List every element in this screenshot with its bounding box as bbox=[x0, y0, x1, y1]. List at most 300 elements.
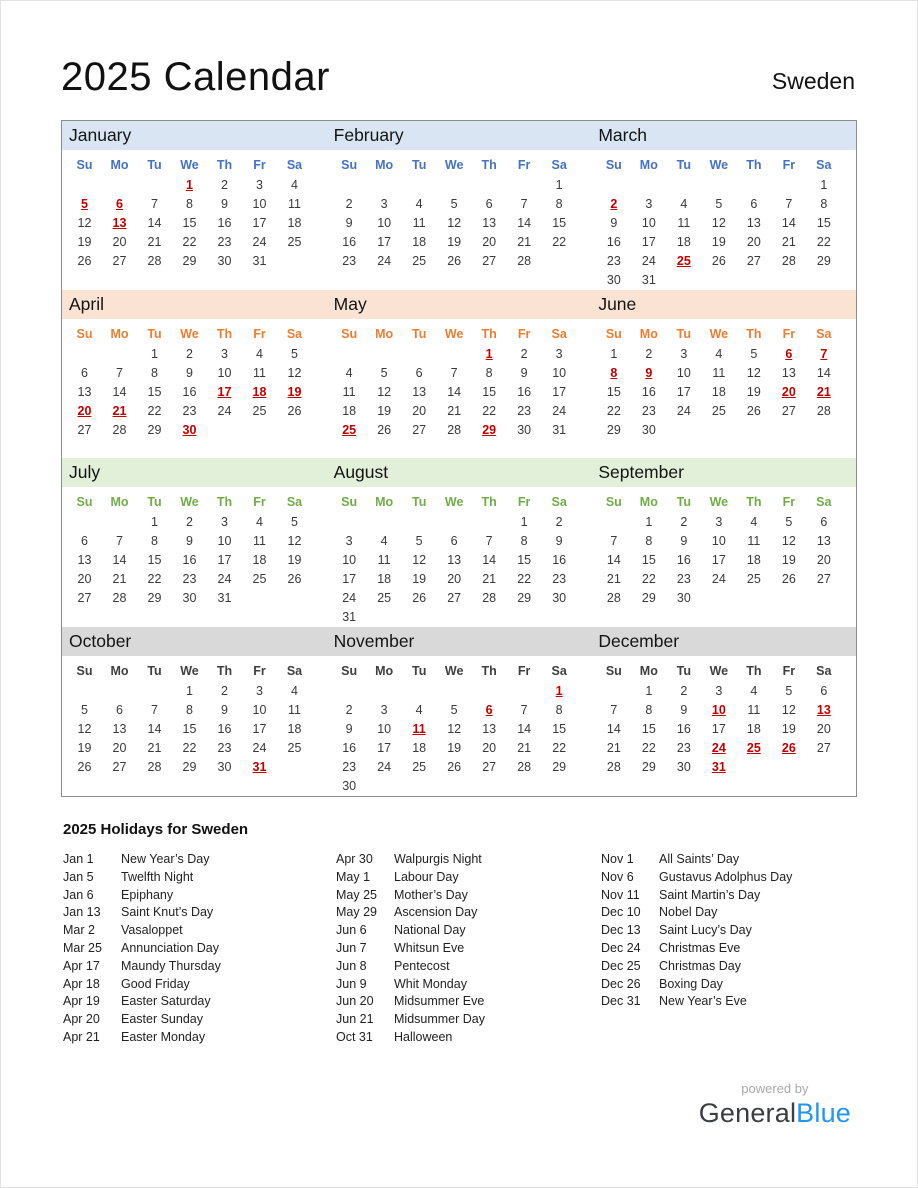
day-cell: 18 bbox=[287, 722, 302, 736]
day-cell: 4 bbox=[256, 515, 263, 529]
day-cell: 24 bbox=[217, 572, 232, 586]
day-cell: 15 bbox=[182, 216, 197, 230]
day-cell: 3 bbox=[680, 347, 688, 361]
holiday-date: Dec 26 bbox=[601, 976, 641, 991]
day-cell: 15 bbox=[517, 553, 532, 567]
day-cell: 17 bbox=[252, 216, 267, 230]
day-cell: 24 bbox=[377, 760, 392, 774]
empty-day-cell bbox=[472, 682, 507, 701]
day-cell: 11 bbox=[677, 216, 691, 230]
day-cell: 25 bbox=[252, 404, 267, 418]
holiday-name: Annunciation Day bbox=[121, 940, 219, 955]
holiday-item bbox=[63, 976, 336, 994]
day-cell: 29 bbox=[182, 254, 197, 268]
weekday-header: We bbox=[444, 327, 464, 341]
empty-day-cell bbox=[332, 513, 367, 532]
holiday-name: Ascension Day bbox=[394, 905, 478, 920]
month-title-june: June bbox=[598, 294, 637, 314]
empty-day-cell bbox=[542, 777, 577, 796]
day-cell: 27 bbox=[816, 572, 831, 586]
empty-day-cell bbox=[277, 758, 312, 777]
empty-day-cell bbox=[137, 176, 172, 195]
day-cell: 17 bbox=[342, 572, 357, 586]
weekday-header: Sa bbox=[551, 495, 567, 509]
empty-day-cell bbox=[402, 513, 437, 532]
day-cell: 5 bbox=[81, 197, 88, 211]
day-cell: 10 bbox=[377, 722, 392, 736]
holiday-date: May 29 bbox=[336, 905, 377, 920]
day-cell: 7 bbox=[151, 703, 158, 717]
empty-day-cell bbox=[332, 682, 367, 701]
day-cell: 30 bbox=[342, 779, 357, 793]
day-cell: 23 bbox=[606, 254, 621, 268]
holiday-name: Midsummer Eve bbox=[394, 994, 485, 1009]
weekday-header: Tu bbox=[676, 495, 691, 509]
holiday-date: Nov 1 bbox=[601, 852, 634, 866]
day-cell: 13 bbox=[781, 366, 796, 380]
day-cell: 26 bbox=[447, 760, 462, 774]
day-cell: 5 bbox=[450, 703, 458, 717]
holiday-name: Boxing Day bbox=[659, 976, 723, 991]
weekday-header: Tu bbox=[147, 495, 162, 509]
weekday-header: Sa bbox=[816, 158, 832, 172]
months-row-1 bbox=[62, 150, 856, 290]
day-cell: 4 bbox=[345, 366, 353, 380]
day-cell: 23 bbox=[182, 572, 197, 586]
day-cell: 18 bbox=[342, 404, 357, 418]
holiday-item bbox=[336, 887, 601, 905]
brand-primary-text: General bbox=[698, 1098, 797, 1128]
day-cell: 26 bbox=[781, 741, 796, 755]
day-cell: 20 bbox=[77, 572, 92, 586]
holiday-item bbox=[336, 940, 601, 958]
day-cell: 30 bbox=[182, 423, 197, 437]
quarter-band bbox=[62, 121, 856, 150]
empty-day-cell bbox=[507, 777, 542, 796]
month-grid-may bbox=[327, 319, 592, 440]
holiday-date: Jan 1 bbox=[63, 852, 94, 866]
day-cell: 13 bbox=[482, 216, 497, 230]
weekday-header: Mo bbox=[639, 664, 658, 678]
month-title-february: February bbox=[333, 125, 404, 145]
day-cell: 14 bbox=[816, 366, 831, 380]
day-cell: 6 bbox=[116, 703, 123, 717]
day-cell: 30 bbox=[606, 273, 621, 287]
day-cell: 8 bbox=[555, 703, 563, 717]
day-cell: 7 bbox=[450, 366, 458, 380]
day-cell: 18 bbox=[252, 385, 267, 399]
day-cell: 15 bbox=[147, 385, 162, 399]
day-cell: 7 bbox=[116, 534, 123, 548]
day-cell: 12 bbox=[377, 385, 392, 399]
empty-day-cell bbox=[242, 421, 277, 440]
weekday-header: Mo bbox=[110, 664, 129, 678]
empty-day-cell bbox=[402, 777, 437, 796]
day-cell: 26 bbox=[746, 404, 761, 418]
day-cell: 17 bbox=[711, 722, 726, 736]
weekday-header: Mo bbox=[375, 495, 394, 509]
day-cell: 10 bbox=[252, 703, 267, 717]
day-cell: 24 bbox=[252, 235, 267, 249]
holiday-name: Nobel Day bbox=[659, 905, 718, 920]
holiday-name: Easter Monday bbox=[121, 1029, 206, 1044]
month-grid-february bbox=[327, 150, 592, 271]
weekday-header: Th bbox=[746, 495, 762, 509]
month-december bbox=[591, 656, 856, 777]
holiday-section bbox=[63, 821, 857, 1047]
empty-day-cell bbox=[806, 421, 841, 440]
weekday-header: We bbox=[180, 495, 199, 509]
month-title-july: July bbox=[69, 462, 101, 482]
day-cell: 23 bbox=[342, 760, 357, 774]
day-cell: 16 bbox=[676, 553, 691, 567]
day-cell: 19 bbox=[447, 741, 462, 755]
weekday-header: Mo bbox=[639, 327, 658, 341]
day-cell: 26 bbox=[412, 591, 427, 605]
day-cell: 31 bbox=[252, 760, 267, 774]
day-cell: 13 bbox=[482, 722, 497, 736]
day-cell: 16 bbox=[217, 722, 232, 736]
day-cell: 11 bbox=[747, 534, 761, 548]
day-cell: 30 bbox=[217, 760, 232, 774]
weekday-header: Tu bbox=[147, 664, 162, 678]
day-cell: 21 bbox=[781, 235, 796, 249]
day-cell: 22 bbox=[517, 572, 532, 586]
day-cell: 12 bbox=[447, 722, 462, 736]
day-cell: 14 bbox=[517, 722, 532, 736]
holiday-date: Jun 20 bbox=[336, 994, 374, 1009]
empty-day-cell bbox=[631, 176, 666, 195]
day-cell: 8 bbox=[485, 366, 493, 380]
weekday-header: Su bbox=[76, 327, 93, 341]
day-cell: 14 bbox=[447, 385, 462, 399]
day-cell: 13 bbox=[112, 722, 127, 736]
month-grid-april bbox=[62, 319, 327, 440]
day-cell: 27 bbox=[77, 423, 92, 437]
empty-day-cell bbox=[701, 589, 736, 608]
day-cell: 6 bbox=[116, 197, 123, 211]
day-cell: 1 bbox=[186, 178, 193, 192]
day-cell: 27 bbox=[447, 591, 462, 605]
day-cell: 29 bbox=[482, 423, 497, 437]
day-cell: 6 bbox=[81, 534, 88, 548]
day-cell: 9 bbox=[520, 366, 528, 380]
day-cell: 5 bbox=[291, 347, 298, 361]
day-cell: 20 bbox=[112, 235, 127, 249]
brand-accent-text: Blue bbox=[796, 1098, 851, 1128]
day-cell: 27 bbox=[112, 760, 127, 774]
holiday-item bbox=[336, 851, 601, 869]
weekday-header: Fr bbox=[517, 664, 531, 678]
day-cell: 4 bbox=[380, 534, 388, 548]
day-cell: 22 bbox=[147, 572, 162, 586]
day-cell: 4 bbox=[750, 684, 758, 698]
holiday-name: Walpurgis Night bbox=[394, 852, 482, 866]
day-cell: 20 bbox=[816, 553, 831, 567]
day-cell: 29 bbox=[182, 760, 197, 774]
day-cell: 28 bbox=[517, 254, 532, 268]
day-cell: 1 bbox=[151, 347, 158, 361]
day-cell: 9 bbox=[186, 366, 193, 380]
holiday-name: Easter Sunday bbox=[121, 1012, 203, 1027]
day-cell: 9 bbox=[186, 534, 193, 548]
day-cell: 27 bbox=[77, 591, 92, 605]
day-cell: 1 bbox=[151, 515, 158, 529]
empty-day-cell bbox=[736, 758, 771, 777]
holiday-name: Whit Monday bbox=[394, 976, 467, 991]
empty-day-cell bbox=[472, 777, 507, 796]
day-cell: 19 bbox=[377, 404, 392, 418]
weekday-header: Fr bbox=[253, 495, 266, 509]
empty-day-cell bbox=[437, 777, 472, 796]
day-cell: 28 bbox=[781, 254, 796, 268]
day-cell: 19 bbox=[412, 572, 427, 586]
empty-day-cell bbox=[736, 271, 771, 290]
day-cell: 10 bbox=[641, 216, 656, 230]
day-cell: 29 bbox=[147, 423, 162, 437]
empty-day-cell bbox=[332, 176, 367, 195]
weekday-header: We bbox=[709, 327, 729, 341]
month-february bbox=[327, 150, 592, 271]
day-cell: 20 bbox=[482, 741, 497, 755]
day-cell: 15 bbox=[552, 216, 567, 230]
day-cell: 10 bbox=[342, 553, 357, 567]
empty-day-cell bbox=[437, 513, 472, 532]
day-cell: 25 bbox=[412, 254, 427, 268]
day-cell: 21 bbox=[147, 741, 162, 755]
header bbox=[1, 1, 917, 120]
holiday-date: Apr 18 bbox=[63, 976, 100, 991]
month-april bbox=[62, 319, 327, 440]
month-grid-november bbox=[327, 656, 592, 796]
day-cell: 13 bbox=[77, 553, 92, 567]
quarter-row-4 bbox=[62, 627, 856, 796]
day-cell: 28 bbox=[606, 591, 621, 605]
holiday-date: Dec 24 bbox=[601, 940, 641, 955]
holiday-item bbox=[63, 958, 336, 976]
quarter-row-3 bbox=[62, 458, 856, 627]
holiday-item bbox=[601, 869, 857, 887]
weekday-header: Mo bbox=[110, 158, 129, 172]
weekday-header: We bbox=[709, 158, 729, 172]
day-cell: 4 bbox=[256, 347, 263, 361]
day-cell: 30 bbox=[517, 423, 532, 437]
day-cell: 14 bbox=[147, 216, 162, 230]
empty-day-cell bbox=[67, 176, 102, 195]
quarter-band bbox=[62, 627, 856, 656]
empty-day-cell bbox=[102, 176, 137, 195]
day-cell: 9 bbox=[345, 722, 353, 736]
month-title-may: May bbox=[333, 294, 367, 314]
weekday-header: Mo bbox=[375, 158, 394, 172]
weekday-header: Su bbox=[341, 495, 358, 509]
weekday-header: Tu bbox=[147, 158, 162, 172]
day-cell: 19 bbox=[287, 553, 302, 567]
day-cell: 7 bbox=[151, 197, 158, 211]
day-cell: 22 bbox=[182, 741, 197, 755]
day-cell: 18 bbox=[412, 235, 427, 249]
weekday-header: Su bbox=[605, 495, 622, 509]
day-cell: 21 bbox=[606, 572, 621, 586]
day-cell: 23 bbox=[676, 741, 691, 755]
day-cell: 28 bbox=[147, 254, 162, 268]
holiday-date: Nov 6 bbox=[601, 869, 634, 884]
weekday-header: Tu bbox=[676, 158, 691, 172]
empty-day-cell bbox=[472, 513, 507, 532]
holiday-item bbox=[601, 922, 857, 940]
day-cell: 20 bbox=[77, 404, 92, 418]
day-cell: 19 bbox=[711, 235, 726, 249]
day-cell: 17 bbox=[552, 385, 567, 399]
weekday-header: We bbox=[180, 158, 199, 172]
day-cell: 24 bbox=[711, 741, 726, 755]
weekday-header: Mo bbox=[639, 158, 658, 172]
day-cell: 8 bbox=[555, 197, 563, 211]
holiday-date: Jun 6 bbox=[336, 923, 367, 938]
weekday-header: Fr bbox=[517, 495, 531, 509]
day-cell: 24 bbox=[342, 591, 357, 605]
day-cell: 17 bbox=[676, 385, 691, 399]
holiday-name: Saint Lucy’s Day bbox=[659, 923, 752, 938]
day-cell: 20 bbox=[482, 235, 497, 249]
holiday-date: Jun 7 bbox=[336, 940, 367, 955]
day-cell: 24 bbox=[711, 572, 726, 586]
day-cell: 5 bbox=[785, 684, 793, 698]
day-cell: 19 bbox=[781, 722, 796, 736]
month-grid-march bbox=[591, 150, 856, 290]
empty-day-cell bbox=[666, 421, 701, 440]
day-cell: 1 bbox=[555, 684, 563, 698]
day-cell: 29 bbox=[147, 591, 162, 605]
day-cell: 7 bbox=[610, 703, 618, 717]
day-cell: 12 bbox=[781, 534, 796, 548]
day-cell: 7 bbox=[485, 534, 493, 548]
empty-day-cell bbox=[701, 271, 736, 290]
weekday-header: Fr bbox=[253, 327, 266, 341]
day-cell: 29 bbox=[517, 591, 532, 605]
day-cell: 21 bbox=[517, 741, 532, 755]
holiday-date: Mar 25 bbox=[63, 940, 102, 955]
day-cell: 18 bbox=[746, 722, 761, 736]
holiday-item bbox=[601, 851, 857, 869]
weekday-header: Tu bbox=[676, 327, 691, 341]
empty-day-cell bbox=[367, 176, 402, 195]
day-cell: 8 bbox=[520, 534, 528, 548]
day-cell: 20 bbox=[781, 385, 796, 399]
holiday-item bbox=[336, 976, 601, 994]
country-label: Sweden bbox=[771, 68, 855, 94]
holiday-item bbox=[336, 993, 601, 1011]
day-cell: 26 bbox=[77, 760, 92, 774]
weekday-header: Mo bbox=[375, 664, 394, 678]
day-cell: 1 bbox=[645, 684, 653, 698]
holiday-item bbox=[63, 940, 336, 958]
day-cell: 5 bbox=[415, 534, 423, 548]
weekday-header: Su bbox=[605, 158, 622, 172]
day-cell: 28 bbox=[816, 404, 831, 418]
day-cell: 18 bbox=[412, 741, 427, 755]
day-cell: 11 bbox=[253, 366, 266, 380]
day-cell: 9 bbox=[555, 534, 563, 548]
day-cell: 23 bbox=[217, 741, 232, 755]
quarter-row-1 bbox=[62, 121, 856, 290]
day-cell: 28 bbox=[147, 760, 162, 774]
weekday-header: Mo bbox=[110, 327, 129, 341]
holiday-item bbox=[601, 993, 857, 1011]
day-cell: 8 bbox=[820, 197, 828, 211]
holiday-name: Pentecost bbox=[394, 958, 450, 973]
powered-by-text: powered by bbox=[741, 1081, 809, 1096]
day-cell: 22 bbox=[552, 741, 567, 755]
day-cell: 20 bbox=[746, 235, 761, 249]
day-cell: 1 bbox=[820, 178, 828, 192]
day-cell: 29 bbox=[552, 760, 567, 774]
day-cell: 8 bbox=[610, 366, 618, 380]
month-july bbox=[62, 487, 327, 608]
day-cell: 1 bbox=[485, 347, 493, 361]
empty-day-cell bbox=[806, 758, 841, 777]
day-cell: 16 bbox=[606, 235, 621, 249]
holiday-item bbox=[336, 1011, 601, 1029]
day-cell: 9 bbox=[645, 366, 653, 380]
day-cell: 17 bbox=[252, 722, 267, 736]
weekday-header: Th bbox=[216, 495, 233, 509]
day-cell: 3 bbox=[345, 534, 353, 548]
day-cell: 22 bbox=[606, 404, 621, 418]
month-september bbox=[591, 487, 856, 608]
day-cell: 11 bbox=[712, 366, 726, 380]
quarter-band bbox=[62, 290, 856, 319]
empty-day-cell bbox=[542, 608, 577, 627]
month-grid-july bbox=[62, 487, 327, 608]
footer bbox=[699, 1081, 851, 1129]
day-cell: 12 bbox=[781, 703, 796, 717]
day-cell: 7 bbox=[520, 703, 528, 717]
day-cell: 12 bbox=[287, 534, 302, 548]
day-cell: 12 bbox=[447, 216, 462, 230]
day-cell: 31 bbox=[342, 610, 357, 624]
day-cell: 5 bbox=[750, 347, 758, 361]
month-title-october: October bbox=[69, 631, 132, 651]
holiday-name: Saint Martin’s Day bbox=[659, 887, 761, 902]
empty-day-cell bbox=[277, 252, 312, 271]
holiday-columns bbox=[63, 851, 857, 1047]
weekday-header: Th bbox=[216, 327, 233, 341]
weekday-header: Su bbox=[76, 495, 93, 509]
day-cell: 15 bbox=[641, 553, 656, 567]
day-cell: 26 bbox=[287, 404, 302, 418]
day-cell: 17 bbox=[377, 741, 392, 755]
empty-day-cell bbox=[67, 682, 102, 701]
weekday-header: We bbox=[180, 664, 199, 678]
holiday-date: May 1 bbox=[336, 869, 371, 884]
empty-day-cell bbox=[102, 345, 137, 364]
day-cell: 28 bbox=[606, 760, 621, 774]
day-cell: 30 bbox=[676, 760, 691, 774]
day-cell: 15 bbox=[147, 553, 162, 567]
empty-day-cell bbox=[367, 513, 402, 532]
day-cell: 4 bbox=[415, 703, 423, 717]
day-cell: 19 bbox=[287, 385, 302, 399]
day-cell: 27 bbox=[746, 254, 761, 268]
day-cell: 5 bbox=[715, 197, 723, 211]
empty-day-cell bbox=[242, 589, 277, 608]
month-title-december: December bbox=[598, 631, 680, 651]
holiday-item bbox=[63, 887, 336, 905]
day-cell: 24 bbox=[552, 404, 567, 418]
day-cell: 11 bbox=[288, 197, 301, 211]
holiday-item bbox=[336, 958, 601, 976]
